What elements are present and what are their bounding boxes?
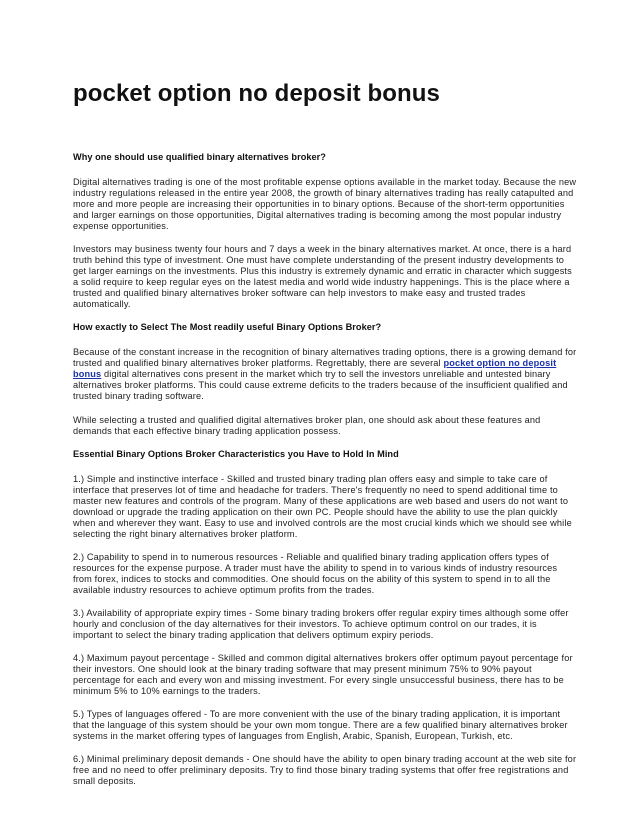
paragraph-text: Because of the constant increase in the recognition of binary alternatives trading options, there is a growing demand for trusted and qualified binary alternatives broker platforms. Regrettably, there are several [73,347,577,369]
section-heading: Essential Binary Options Broker Characteristics you Have to Hold In Mind [73,448,399,459]
bonus-link[interactable]: pocket option no deposit bonus [73,358,557,380]
list-item: 3.) Availability of appropriate expiry times - Some binary trading brokers offer regular expiry times although some offer hourly and conclusion of the day alternatives for their investors. To achieve optimum control on our trades, it is important to select the binary trading application that delivers optimum expiry periods. [73,607,569,640]
paragraph: While selecting a trusted and qualified digital alternatives broker plan, one should ask about these features and demands that each effective binary trading application possess. [73,414,541,436]
page-title: pocket option no deposit bonus [73,80,440,107]
paragraph: Digital alternatives trading is one of the most profitable expense options available in the market today. Because the new industry regulations released in the entire year 2008, the growth of binary alternatives trading has really catapulted and more and more people are increasing their opportunities in to binary options. Because of the short-term opportunities and larger earnings on those opportunities, Digital alternatives trading is becoming among the most popular industry expense opportunities. [73,177,577,232]
list-item: 5.) Types of languages offered - To are more convenient with the use of the binary trading application, it is important that the language of this system should be your own mom tongue. There are a few qualified binary alternatives broker systems in the market offering types of languages from English, Arabic, Spanish, European, Turkish, etc. [73,709,568,742]
paragraph [73,347,578,402]
list-item: 1.) Simple and instinctive interface - Skilled and trusted binary trading plan offers easy and simple to take care of interface that preserves lot of time and headache for traders. There's frequently no need to spend additional time to master new features and controls of the program. Many of these applications are web based and users do not want to download or upgrade the trading application on their own PC. People should have the ability to use the plan quickly when and wherever they want. Easy to use and involved controls are the most crucial kinds which we should see while selecting the right binary alternatives broker platform. [73,473,572,539]
list-item: 2.) Capability to spend in to numerous resources - Reliable and qualified binary trading application offers types of resources for the expense purpose. A trader must have the ability to spend in to various kinds of industry resources from forex, indices to stocks and commodities. One should focus on the ability of this system to spend in to all the available industry resources to achieve optimum profits from the trades. [73,551,558,595]
paragraph: Investors may business twenty four hours and 7 days a week in the binary alternatives market. At once, there is a hard truth behind this type of investment. One must have complete understanding of the present industry developments to get larger earnings on the investments. Plus this industry is extremely dynamic and erratic in character which suggests a solid require to keep regular eyes on the latest media and world wide industry happenings. This is the place where a trusted and qualified binary alternatives broker software can help investors to make easy and trusted trades automatically. [73,244,572,310]
list-item: 4.) Maximum payout percentage - Skilled and common digital alternatives brokers offer optimum payout percentage for their investors. One should look at the binary trading software that may present minimum 75% to 90% payout percentage for each and every won and missing investment. For every single unsuccessful business, there has to be minimum 5% to 10% earnings to the traders. [73,652,573,697]
section-heading: Why one should use qualified binary alternatives broker? [73,152,326,162]
list-item: 6.) Minimal preliminary deposit demands - One should have the ability to open binary trading account at the web site for free and no need to offer preliminary deposits. Try to find those binary trading systems that offer free registrations and small deposits. [73,754,577,787]
section-heading: How exactly to Select The Most readily useful Binary Options Broker? [73,322,382,333]
paragraph-text: digital alternatives cons present in the market which try to sell the investors unreliable and untested binary alternatives broker platforms. This could cause extreme deficits to the traders because of the insufficient qualified and trusted binary trading software. [73,369,568,402]
